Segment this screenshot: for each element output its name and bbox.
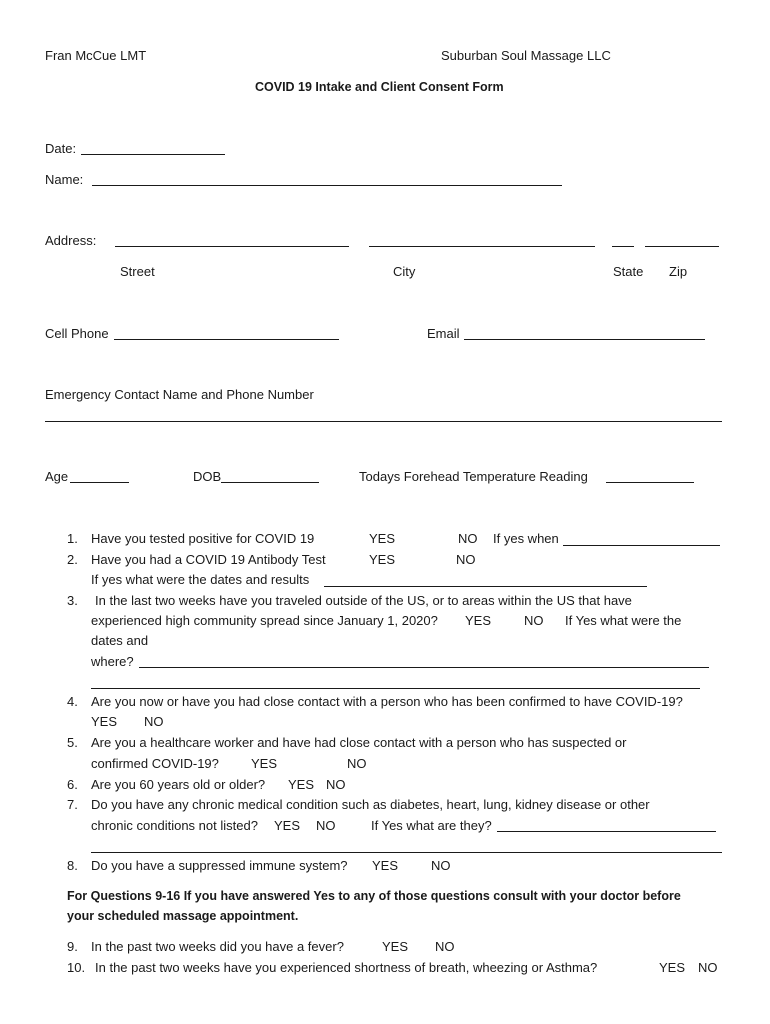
question-number: 8. [67, 858, 78, 873]
practitioner-name: Fran McCue LMT [45, 48, 147, 63]
temperature-label: Todays Forehead Temperature Reading [359, 469, 588, 484]
business-name: Suburban Soul Massage LLC [441, 48, 611, 63]
question-number: 7. [67, 797, 78, 812]
city-field[interactable] [369, 246, 595, 247]
yes-option[interactable]: YES [274, 818, 301, 833]
zip-caption: Zip [669, 264, 688, 279]
name-field[interactable] [92, 185, 562, 186]
no-option[interactable]: NO [316, 818, 336, 833]
no-option[interactable]: NO [524, 613, 544, 628]
emergency-contact-field[interactable] [45, 421, 722, 422]
date-field[interactable] [81, 154, 225, 155]
answer-line[interactable] [497, 831, 716, 832]
yes-option[interactable]: YES [288, 777, 315, 792]
question-number: 1. [67, 531, 78, 546]
question-text: Have you had a COVID 19 Antibody Test [91, 552, 326, 567]
answer-line[interactable] [324, 586, 647, 587]
question-text: Are you now or have you had close contact with a person who has been confirmed to have COVID-19? [91, 694, 683, 709]
yes-option[interactable]: YES [91, 714, 118, 729]
email-label: Email [427, 326, 460, 341]
no-option[interactable]: NO [456, 552, 476, 567]
question-text: Do you have any chronic medical condition such as diabetes, heart, lung, kidney disease or other [91, 797, 650, 812]
age-label: Age [45, 469, 69, 484]
dob-field[interactable] [221, 482, 319, 483]
dob-label: DOB [193, 469, 222, 484]
question-text-continued: dates and [91, 633, 149, 648]
yes-option[interactable]: YES [382, 939, 409, 954]
yes-option[interactable]: YES [465, 613, 492, 628]
email-field[interactable] [464, 339, 705, 340]
question-text: In the past two weeks did you have a fever? [91, 939, 344, 954]
temperature-field[interactable] [606, 482, 694, 483]
state-caption: State [613, 264, 644, 279]
name-label: Name: [45, 172, 84, 187]
question-followup: If yes when [493, 531, 559, 546]
city-caption: City [393, 264, 416, 279]
question-text-continued: chronic conditions not listed? [91, 818, 258, 833]
question-text-continued: experienced high community spread since January 1, 2020? [91, 613, 438, 628]
yes-option[interactable]: YES [251, 756, 278, 771]
date-label: Date: [45, 141, 77, 156]
address-label: Address: [45, 233, 97, 248]
question-text: Have you tested positive for COVID 19 [91, 531, 315, 546]
no-option[interactable]: NO [698, 960, 718, 975]
yes-option[interactable]: YES [369, 552, 396, 567]
notice-line-2: your scheduled massage appointment. [67, 909, 299, 923]
no-option[interactable]: NO [347, 756, 367, 771]
notice-line-1: For Questions 9-16 If you have answered Yes to any of those questions consult with your doctor before [67, 889, 681, 903]
age-field[interactable] [70, 482, 129, 483]
yes-option[interactable]: YES [659, 960, 686, 975]
question-number: 4. [67, 694, 78, 709]
state-field[interactable] [612, 246, 634, 247]
question-number: 2. [67, 552, 78, 567]
question-number: 6. [67, 777, 78, 792]
form-title: COVID 19 Intake and Client Consent Form [255, 80, 504, 94]
yes-option[interactable]: YES [372, 858, 399, 873]
question-text: Are you 60 years old or older? [91, 777, 266, 792]
street-caption: Street [120, 264, 155, 279]
answer-line[interactable] [91, 852, 722, 853]
zip-field[interactable] [645, 246, 719, 247]
question-number: 3. [67, 593, 78, 608]
question-text: In the last two weeks have you traveled outside of the US, or to areas within the US that have [95, 593, 632, 608]
question-text: Do you have a suppressed immune system? [91, 858, 348, 873]
yes-option[interactable]: YES [369, 531, 396, 546]
no-option[interactable]: NO [326, 777, 346, 792]
answer-line[interactable] [563, 545, 720, 546]
emergency-contact-label: Emergency Contact Name and Phone Number [45, 387, 314, 402]
answer-line[interactable] [91, 688, 700, 689]
question-number: 5. [67, 735, 78, 750]
cell-phone-label: Cell Phone [45, 326, 109, 341]
question-followup: If yes what were the dates and results [91, 572, 310, 587]
question-followup: If Yes what were the [565, 613, 682, 628]
no-option[interactable]: NO [431, 858, 451, 873]
answer-line[interactable] [139, 667, 709, 668]
no-option[interactable]: NO [435, 939, 455, 954]
no-option[interactable]: NO [458, 531, 478, 546]
no-option[interactable]: NO [144, 714, 164, 729]
question-text: In the past two weeks have you experienced shortness of breath, wheezing or Asthma? [95, 960, 598, 975]
street-field[interactable] [115, 246, 349, 247]
question-followup: If Yes what are they? [371, 818, 492, 833]
question-text: Are you a healthcare worker and have had close contact with a person who has suspected or [91, 735, 627, 750]
question-number: 9. [67, 939, 78, 954]
cell-phone-field[interactable] [114, 339, 339, 340]
question-number: 10. [67, 960, 86, 975]
question-text-continued: confirmed COVID-19? [91, 756, 219, 771]
question-text-continued: where? [91, 654, 134, 669]
